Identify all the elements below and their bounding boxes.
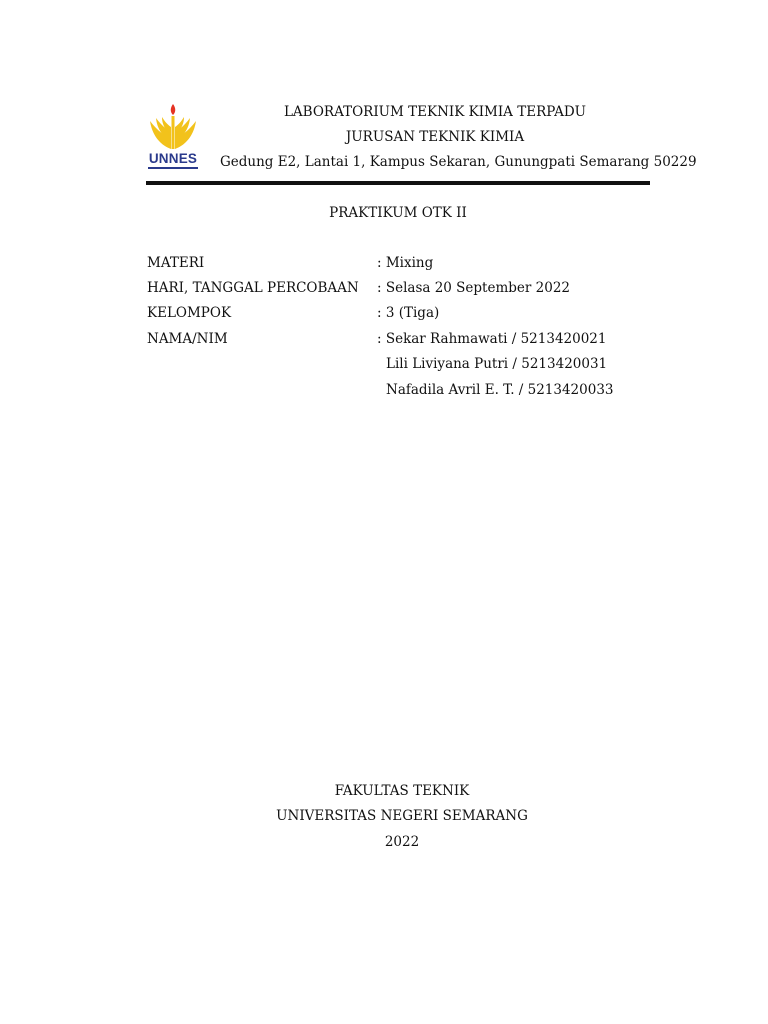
- info-value: : Selasa 20 September 2022: [377, 280, 571, 296]
- info-value: : 3 (Tiga): [377, 305, 440, 321]
- footer-university: UNIVERSITAS NEGERI SEMARANG: [276, 808, 528, 824]
- logo-wordmark: UNNES: [148, 151, 198, 166]
- header-lab-name: LABORATORIUM TEKNIK KIMIA TERPADU: [283, 104, 587, 120]
- header-divider: [146, 181, 650, 185]
- info-value: : Sekar Rahmawati / 5213420021: [377, 331, 607, 347]
- info-label: MATERI: [147, 255, 205, 271]
- footer-faculty: FAKULTAS TEKNIK: [334, 783, 470, 799]
- logo-underline: [148, 167, 198, 169]
- info-label: KELOMPOK: [147, 305, 232, 321]
- header-address: Gedung E2, Lantai 1, Kampus Sekaran, Gunungpati Semarang 50229: [220, 154, 697, 170]
- info-value: Nafadila Avril E. T. / 5213420033: [386, 382, 614, 398]
- footer-year: 2022: [384, 834, 420, 850]
- info-value: Lili Liviyana Putri / 5213420031: [386, 356, 608, 372]
- info-label: HARI, TANGGAL PERCOBAAN: [147, 280, 359, 296]
- unnes-logo: [146, 101, 200, 171]
- info-value: : Mixing: [377, 255, 434, 271]
- info-label: NAMA/NIM: [147, 331, 228, 347]
- unnes-emblem-icon: [146, 101, 200, 153]
- document-title: PRAKTIKUM OTK II: [329, 205, 467, 221]
- header-department: JURUSAN TEKNIK KIMIA: [345, 129, 525, 145]
